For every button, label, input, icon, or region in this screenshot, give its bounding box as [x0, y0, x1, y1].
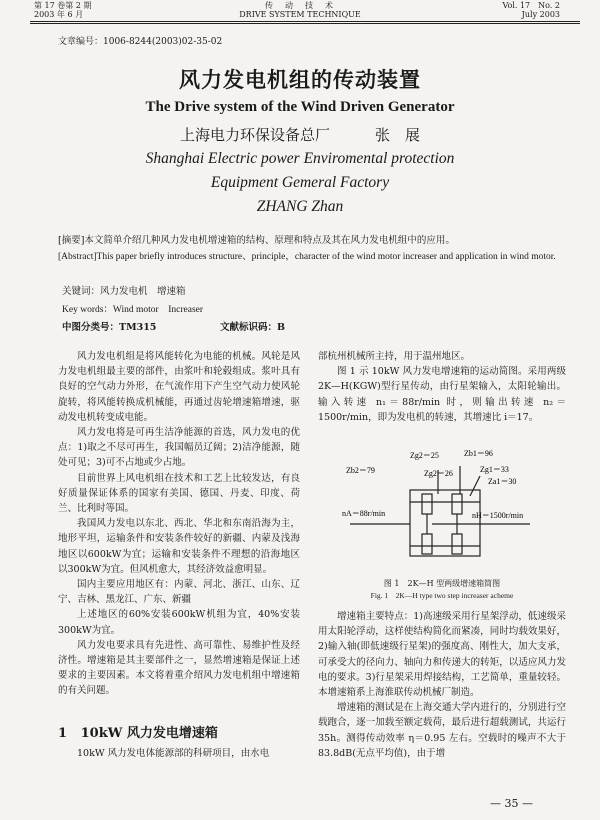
document-code: 文献标识码：B	[220, 322, 286, 333]
right-column-top	[318, 349, 566, 425]
figure-caption-en: Fig. 1 2K—H type two step increaser acheme	[370, 591, 514, 600]
header-journal-cn: 传 动 技 术	[265, 1, 335, 10]
keywords-en: Key words：Wind motor Increaser	[62, 305, 204, 315]
abstract-en: [Abstract]This paper briefly introduces structure、principle，character of the wind motor increaser and application in wind motor.	[58, 252, 556, 262]
paragraph: 部杭州机械所主持，用于温州地区。	[318, 351, 471, 362]
paragraph: 10kW 风力发电体能源部的科研项目，由水电	[77, 748, 270, 759]
planet-gear	[452, 534, 462, 554]
author-name-en: ZHANG Zhan	[256, 198, 344, 215]
label-zg1: Zg1＝33	[480, 465, 509, 474]
author-affiliation-cn: 上海电力环保设备总厂 张 展	[179, 126, 420, 144]
label-zb1: Zb1＝96	[464, 449, 493, 458]
header-volume-issue: 第 17 卷第 2 期	[34, 1, 92, 10]
left-column	[58, 349, 300, 699]
header-date-en: July 2003	[521, 10, 560, 19]
abstract-cn: [摘要]本文简单介绍几种风力发电机增速箱的结构、原理和特点及其在风力发电机组中的应用。	[58, 235, 455, 246]
planet-gear	[422, 534, 432, 554]
paragraph: 目前世界上风电机组在技术和工艺上比较发达，有良好质量保证体系的国家有美国、德国、丹麦、印度、荷兰、比利时等国。	[58, 472, 300, 515]
planet-gear	[422, 494, 432, 514]
paragraph: 国内主要应用地区有：内蒙、河北、浙江、山东、辽宁、吉林、黑龙江、广东、新疆	[58, 579, 300, 606]
planet-gear	[452, 494, 462, 514]
label-zg2: Zg2＝25	[410, 451, 439, 460]
header-date-cn: 2003 年 6 月	[34, 10, 84, 19]
paragraph: 风力发电机组是将风能转化为电能的机械。风轮是风力发电机组最主要的部件，由浆叶和轮毂组成。浆叶具有良好的空气动力外形，在气流作用下产生空气动力使风轮旋转，将风能转换成机械能，再通过齿轮增速箱增速，驱动发电机转变成电能。	[58, 351, 300, 423]
paragraph: 风力发电将是可再生洁净能源的首选，风力发电的优点：1)取之不尽可再生，我国幅员辽阔；2)洁净能源，随处可见；3)可不占地或少占地。	[58, 427, 300, 469]
label-zg2b: Zg2＝26	[424, 469, 453, 478]
header-volume-en	[502, 1, 560, 19]
keywords-cn: 关键词：风力发电机 增速箱	[62, 286, 186, 297]
header-rule	[30, 21, 580, 22]
label-za1: Za1＝30	[488, 477, 517, 486]
label-input-speed: nA＝88r/min	[342, 509, 386, 518]
label-output-speed: nH＝1500r/min	[472, 511, 524, 520]
label-zb2: Zb2＝79	[346, 466, 375, 475]
affiliation-en-line2: Equipment Gemeral Factory	[210, 174, 390, 191]
section-heading	[58, 722, 218, 741]
page-title: 风力发电机组的传动装置	[179, 67, 421, 92]
affiliation-en-line1: Shanghai Electric power Enviromental protection	[145, 150, 455, 167]
section-number: 1	[58, 726, 68, 741]
classification-number: 中图分类号：TM315	[62, 322, 157, 333]
right-column-bottom	[318, 609, 566, 761]
running-header	[0, 0, 600, 22]
figure-caption-cn: 图 1 2K—H 型两级增速箱简图	[383, 579, 501, 588]
header-rule-thin	[30, 23, 580, 24]
page-number: — 35 —	[490, 797, 533, 810]
paragraph: 上述地区的60%安装600kW机组为宜，40%安装300kW为宜。	[58, 609, 300, 636]
gear-schematic-figure	[340, 446, 540, 574]
header-vol-no: Vol. 17 No. 2	[502, 1, 560, 10]
paragraph: 我国风力发电以东北、西北、华北和东南沿海为主，地形平坦，运输条件和安装条件较好的新疆、内蒙及浅海地区以600kW为宜；运输和安装条件不理想的沿海地区以300kW为宜。但风机愈大，其经济效益愈明显。	[58, 518, 300, 575]
leader-line	[470, 476, 480, 496]
header-journal-en: DRIVE SYSTEM TECHNIQUE	[239, 10, 361, 19]
paragraph: 增速箱的测试是在上海交通大学内进行的，分别进行空载跑合，逐一加载至额定载荷，最后进行超载测试，共运行 35h。测得传动效率 η＝0.95 左右。空载时的噪声不大于 83.8dB(无点平均值)，由于增	[318, 702, 566, 759]
paragraph: 风力发电要求具有先进性、高可靠性、易维护性及经济性。增速箱是其主要部件之一，显然增速箱是保证上述要求的主要因素。本文将着重介绍风力发电机组中增速箱的有关问题。	[58, 639, 300, 697]
paragraph: 增速箱主要特点：1)高速级采用行星架浮动，低速级采用太阳轮浮动，这样使结构简化而紧凑，同时均载效果好，2)输入轴(即低速级行星架)的强度高、刚性大，加大支承，可承受大的径向力、轴向力和传递大的转矩，以适应风力发电的要求。3)行星架采用焊接结构，工艺简单，重量较轻。本增速箱系上海淮联传动机械厂制造。	[318, 611, 566, 699]
paragraph: 图 1 示 10kW 风力发电增速箱的运动简图。采用两级 2K—H(KGW)型行星传动，由行星架输入，太阳轮输出。输入转速 n₁＝88r/min 时，则输出转速 n₂＝1500r/min，即为发电机的转速，其增速比 i＝17。	[318, 366, 566, 423]
page-title-en: The Drive system of the Wind Driven Generator	[145, 99, 455, 115]
section-body	[58, 746, 300, 761]
section-title: 10kW 风力发电增速箱	[80, 726, 218, 741]
article-number: 文章编号：1006-8244(2003)02-35-02	[58, 37, 223, 47]
